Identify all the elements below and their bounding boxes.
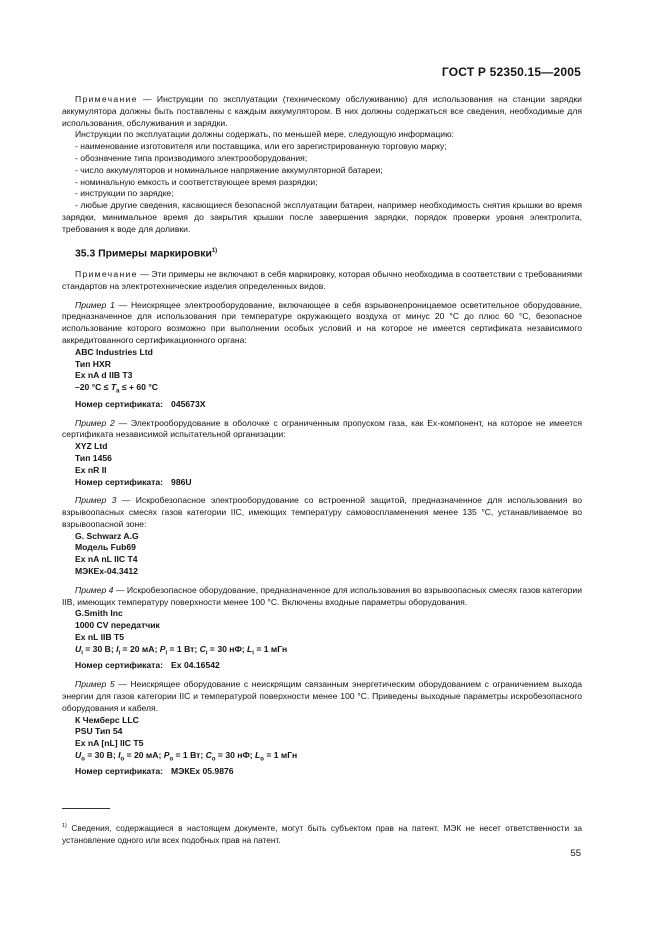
example-label: Пример 3 (75, 495, 117, 506)
param-sub: o (260, 756, 264, 763)
marking-line: ABC Industries Ltd (75, 346, 153, 357)
certificate-line (62, 766, 582, 778)
footnote-ref: 1) (211, 247, 218, 254)
marking-line: 1000 CV передатчик (75, 620, 160, 631)
param-symbol: I (116, 643, 119, 654)
param-sub: o (211, 756, 216, 763)
param-value: = 1 Вт; (173, 749, 206, 760)
section-title: Примеры маркировки (98, 248, 212, 260)
cert-value: 986U (171, 476, 192, 487)
temp-high: ≤ + 60 °C (119, 382, 158, 393)
page-content (62, 94, 582, 778)
param-value: = 20 мА; (120, 643, 160, 654)
param-value: = 1 мГн (263, 749, 298, 760)
marking-line: Ex nR II (75, 464, 107, 475)
list-item: - число аккумуляторов и номинальное напряжение аккумуляторной батареи; (75, 164, 383, 175)
cert-value: 045673X (171, 398, 206, 409)
param-sub: i (81, 650, 83, 657)
certificate-line (62, 477, 582, 489)
param-sub: i (205, 650, 208, 657)
cert-value: Ex 04.16542 (171, 660, 220, 671)
cert-label: Номер сертификата: (75, 398, 164, 409)
temperature-line (62, 382, 582, 399)
list-intro: Инструкции по эксплуатации должны содержать, по меньшей мере, следующую информацию: (75, 129, 454, 140)
cert-label: Номер сертификата: (75, 660, 164, 671)
marking-line: Модель Fub69 (75, 542, 136, 553)
example-paragraph (62, 300, 582, 347)
param-value: = 30 В; (82, 643, 117, 654)
marking-line: XYZ Ltd (75, 441, 108, 452)
certificate-line (62, 660, 582, 672)
list-item: - любые другие сведения, касающиеся безопасной эксплуатации батареи, например необходимость снятия крышки во время зарядки, минимальное время до закрытия крышки после завершения зарядки, порядок проверки уровня электролита, требования к воде для доливки. (62, 200, 582, 234)
section-number: 35.3 (75, 248, 96, 260)
param-symbol: L (247, 643, 253, 654)
note-text: — Инструкции по эксплуатации (техническому обслуживанию) для использования на станции зарядки аккумулятора должны быть поставлены с каждым аккумулятором. В них должны содержаться все сведения, необходимые для использования, обслуживания и зарядки. (62, 94, 582, 128)
param-value: = 1 мГн (253, 643, 288, 654)
note-label: Примечание (75, 269, 138, 280)
param-sub: i (118, 650, 121, 657)
list-item: - обозначение типа производимого электрооборудования; (75, 152, 308, 163)
marking-line: Тип HXR (75, 358, 111, 369)
parameters-line (62, 750, 582, 767)
list-item: - наименование изготовителя или поставщика, или его зарегистрированную торговую марку; (75, 141, 447, 152)
section-heading (62, 245, 582, 260)
marking-line: G. Schwarz A.G (75, 530, 139, 541)
param-value: = 30 нФ; (215, 749, 256, 760)
param-symbol: L (255, 749, 261, 760)
marking-line: К Чемберс LLC (75, 714, 139, 725)
param-symbol: P (163, 749, 170, 760)
param-value: = 30 нФ; (207, 643, 248, 654)
example-paragraph (62, 495, 582, 530)
param-value: = 30 В; (84, 749, 119, 760)
marking-line: Ex nA [nL] IIC T5 (75, 738, 144, 749)
marking-line: G.Smith Inc (75, 608, 123, 619)
param-sub: o (120, 756, 125, 763)
example-paragraph (62, 418, 582, 442)
document-header: ГОСТ Р 52350.15—2005 (441, 65, 581, 79)
note-text: — Эти примеры не включают в себя маркировку, которая обычно необходима в соответствии с требованиями стандартов на электротехнические изделия определенных видов. (62, 269, 582, 291)
certificate-line (62, 399, 582, 411)
list-item: - инструкции по зарядке; (75, 188, 174, 199)
param-symbol: P (159, 643, 166, 654)
cert-label: Номер сертификата: (75, 476, 164, 487)
param-sub: o (169, 756, 174, 763)
footnote-text: Сведения, содержащиеся в настоящем документе, могут быть субъектом прав на патент. МЭК не несет ответственности за установление одного или всех подобных прав на патент. (62, 823, 582, 845)
temp-symbol: T (110, 382, 117, 393)
marking-line: Ex nA d IIB T3 (75, 370, 133, 381)
temp-low: –20 °C ≤ (75, 382, 111, 393)
marking-line: МЭКEx-04.3412 (75, 566, 138, 577)
example-label: Пример 2 (75, 417, 115, 428)
section-note (62, 269, 582, 293)
temp-sub: a (116, 388, 120, 395)
param-symbol: I (118, 749, 121, 760)
example-text: — Неискрящее оборудование с неискрящим связанным энергетическим оборудованием с ограничением выхода энергии для газов категории IIC и температурой поверхности менее 100 °C. Приведены выходные параметры искробезопасного оборудования и кабеля. (62, 679, 582, 713)
example-label: Пример 5 (75, 679, 115, 690)
param-sub: o (81, 756, 85, 763)
cert-label: Номер сертификата: (75, 766, 164, 777)
list-item: - номинальную емкость и соответствующее время разрядки; (75, 176, 318, 187)
example-label: Пример 1 (75, 299, 115, 310)
param-sub: i (252, 650, 254, 657)
example-text: — Неискрящее электрооборудование, включающее в себя взрывонепроницаемое осветительное оборудование, предназначенное для использования при температуре окружающего воздуха от минус 20 °C до плюс 60 °C, безопасное использование которого возможно при выполнении особых условий и на которое не имеется сертификата независимого аккредитованного сертификационного органа: (62, 299, 583, 346)
footnote-divider (62, 808, 110, 809)
intro-note (62, 94, 582, 129)
marking-line: Тип 1456 (75, 452, 112, 463)
note-label: Примечание (75, 94, 138, 104)
param-symbol: C (205, 749, 212, 760)
param-value: = 1 Вт; (167, 643, 200, 654)
parameters-line (62, 644, 582, 661)
example-paragraph (62, 585, 582, 609)
footnote-mark: 1) (62, 823, 67, 830)
param-sub: i (165, 650, 168, 657)
example-text: — Искробезопасное оборудование, предназначенное для использования во взрывоопасных смесях газов категории IIB, имеющих температуру поверхности менее 100 °C. Включены входные параметры оборудования. (62, 584, 582, 607)
marking-line: Ex nA nL IIC T4 (75, 554, 138, 565)
example-text: — Электрооборудование в оболочке с ограниченным пропуском газа, как Ex-компонент, на которое не имеется сертификата независимой испытательной организации: (62, 417, 582, 440)
cert-value: МЭКEx 05.9876 (171, 766, 234, 777)
param-value: = 20 мА; (124, 749, 164, 760)
page-number: 55 (570, 848, 581, 859)
footnote (62, 821, 582, 846)
example-text: — Искробезопасное электрооборудование со встроенной защитой, предназначенное для использования во взрывоопасных смесях газов категории IIC, имеющих температуру самовоспламенения менее 135 °C, устанавливаемое во взрывоопасной зоне: (62, 495, 582, 529)
marking-line: PSU Тип 54 (75, 726, 123, 737)
param-symbol: U (75, 749, 82, 760)
marking-line: Ex nL IIB T5 (75, 632, 125, 643)
example-paragraph (62, 679, 582, 714)
param-symbol: C (199, 643, 206, 654)
param-symbol: U (75, 643, 82, 654)
example-label: Пример 4 (75, 584, 114, 595)
